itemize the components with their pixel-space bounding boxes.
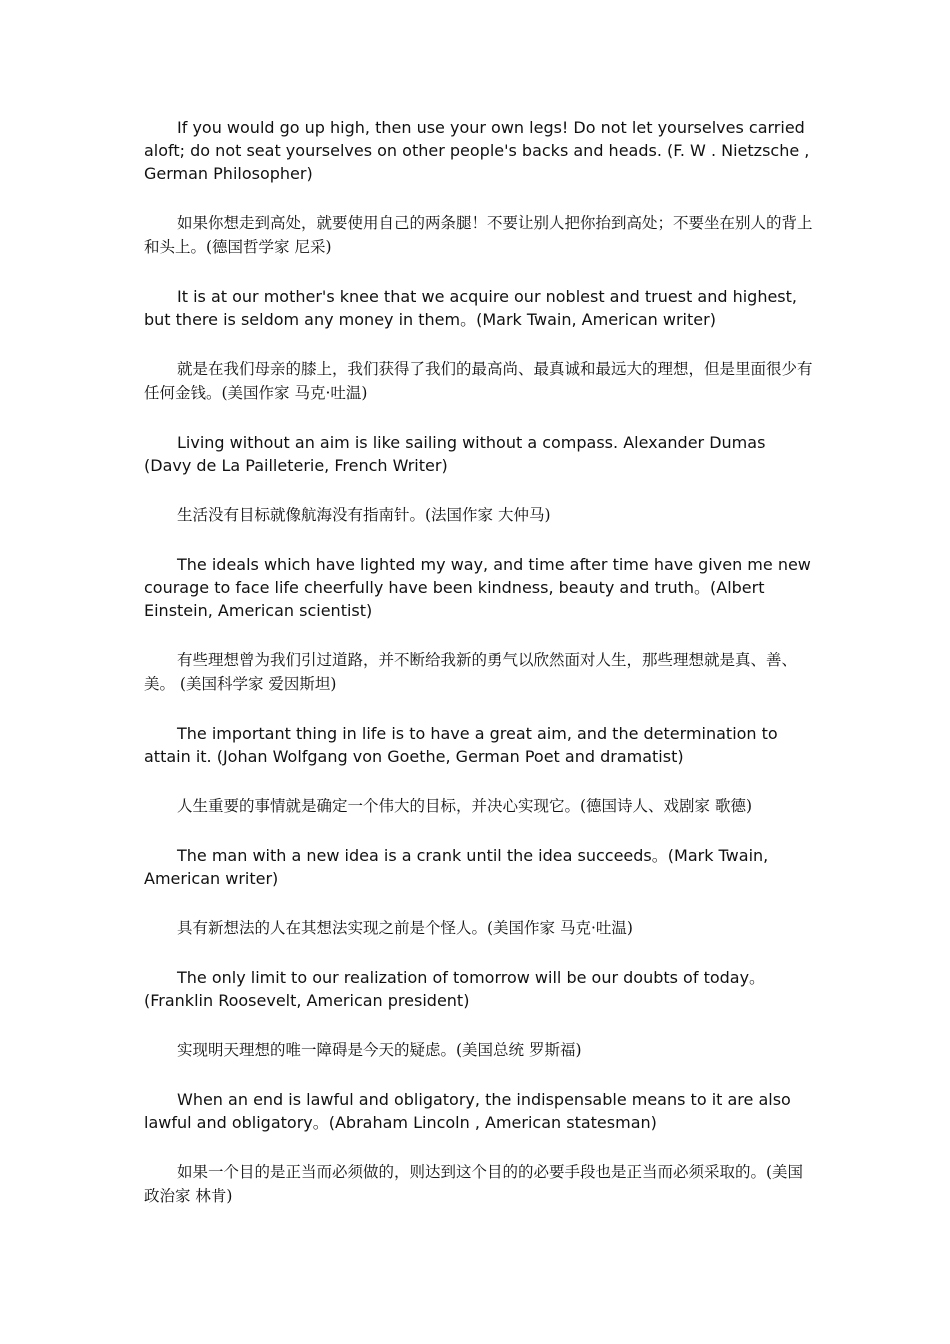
quote-zh-roosevelt: 实现明天理想的唯一障碍是今天的疑虑。(美国总统 罗斯福) bbox=[177, 1041, 582, 1059]
quote-en-twain-mother: It is at our mother's knee that we acquire our noblest and truest and highest, but there is seldom any money in them。(Mark Twain, American writer) bbox=[144, 287, 797, 329]
quote-zh-einstein: 有些理想曾为我们引过道路，并不断给我新的勇气以欣然面对人生，那些理想就是真、善、美。 (美国科学家 爱因斯坦) bbox=[144, 651, 798, 693]
quote-zh-lincoln: 如果一个目的是正当而必须做的，则达到这个目的的必要手段也是正当而必须采取的。(美国政治家 林肯) bbox=[144, 1163, 804, 1205]
quote-zh-twain-idea: 具有新想法的人在其想法实现之前是个怪人。(美国作家 马克·吐温) bbox=[177, 919, 633, 937]
quote-en-dumas: Living without an aim is like sailing without a compass. Alexander Dumas (Davy de La Pailleterie, French Writer) bbox=[144, 433, 766, 475]
quote-en-nietzsche: If you would go up high, then use your own legs! Do not let yourselves carried aloft; do not seat yourselves on other people's backs and heads. (F. W . Nietzsche , German Philosopher) bbox=[144, 118, 810, 183]
document-page bbox=[144, 116, 816, 1234]
quote-en-twain-idea: The man with a new idea is a crank until the idea succeeds。(Mark Twain, American writer) bbox=[144, 846, 769, 888]
quote-zh-twain-mother: 就是在我们母亲的膝上，我们获得了我们的最高尚、最真诚和最远大的理想，但是里面很少有任何金钱。(美国作家 马克·吐温) bbox=[144, 360, 813, 402]
quote-en-goethe: The important thing in life is to have a great aim, and the determination to attain it. (Johan Wolfgang von Goethe, German Poet and dramatist) bbox=[144, 724, 778, 766]
quote-en-einstein: The ideals which have lighted my way, and time after time have given me new courage to face life cheerfully have been kindness, beauty and truth。(Albert Einstein, American scientist) bbox=[144, 555, 811, 620]
quote-zh-dumas: 生活没有目标就像航海没有指南针。(法国作家 大仲马) bbox=[177, 506, 551, 524]
quote-en-roosevelt: The only limit to our realization of tomorrow will be our doubts of today。(Franklin Roosevelt, American president) bbox=[144, 968, 766, 1010]
quote-en-lincoln: When an end is lawful and obligatory, the indispensable means to it are also lawful and obligatory。(Abraham Lincoln , American statesman) bbox=[144, 1090, 791, 1132]
quote-zh-goethe: 人生重要的事情就是确定一个伟大的目标，并决心实现它。(德国诗人、戏剧家 歌德) bbox=[177, 797, 753, 815]
quote-zh-nietzsche: 如果你想走到高处，就要使用自己的两条腿！不要让别人把你抬到高处；不要坐在别人的背上和头上。(德国哲学家 尼采) bbox=[144, 214, 813, 256]
